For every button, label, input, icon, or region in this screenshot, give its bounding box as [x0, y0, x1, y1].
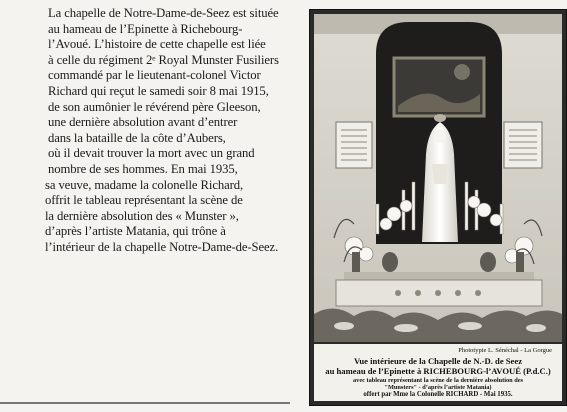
caption-donor-line: offert par Mme la Colonelle RICHARD - Mai 1935. — [363, 391, 513, 398]
caption-detail-line: "Munsters" - d’après l’artiste Matania) — [384, 384, 492, 391]
caption-location-line: au hameau de l’Epinette à RICHEBOURG-l’AVOUÉ (P.d.C.) — [325, 366, 551, 376]
paragraph-line: au hameau de l’Epinette à Richebourg- — [48, 21, 243, 36]
caption-detail-line: avec tableau représentant la scène de la dernière absolution des — [353, 377, 523, 384]
postcard-caption — [314, 344, 562, 401]
paragraph-line: où il devait trouver la mort avec un grand — [48, 146, 255, 161]
caption-title-line: Vue intérieure de la Chapelle de N.-D. de Seez — [353, 356, 523, 366]
paragraph-line: l’intérieur de la chapelle Notre-Dame-de-Seez. — [45, 239, 279, 254]
paragraph-line: La chapelle de Notre-Dame-de-Seez est située — [48, 6, 279, 20]
paragraph-line: d’après l’artiste Matania, qui trône à — [45, 224, 226, 239]
paragraph-line: commandé par le lieutenant-colonel Victor — [48, 68, 261, 83]
chapel-interior-photo — [314, 14, 562, 342]
paragraph-line: une dernière absolution avant d’entrer — [48, 115, 238, 130]
paragraph-line: sa veuve, madame la colonelle Richard, — [45, 177, 244, 192]
chapel-interior-illustration — [314, 14, 562, 342]
paragraph-line: offrit le tableau représentant la scène de — [45, 193, 243, 208]
paragraph-line: dans la bataille de la côte d’Aubers, — [48, 130, 226, 145]
paragraph-line: la dernière absolution des « Munster », — [45, 208, 239, 223]
paragraph-line: à celle du régiment 2ᵉ Royal Munster Fusiliers — [48, 52, 279, 67]
paragraph-line: Richard qui reçut le samedi soir 8 mai 1915, — [48, 83, 269, 98]
paragraph-line: l’Avoué. L’histoire de cette chapelle est liée — [48, 37, 266, 52]
history-paragraph — [45, 6, 310, 256]
postcard — [309, 9, 567, 406]
page-rule — [0, 402, 290, 404]
paragraph-line: nombre de ses hommes. En mai 1935, — [48, 161, 238, 176]
paragraph-line: de son aumônier le révérend père Gleeson, — [48, 99, 261, 114]
photo-credit: Phototypie L. Sénéchal - La Gorgue — [458, 347, 552, 354]
